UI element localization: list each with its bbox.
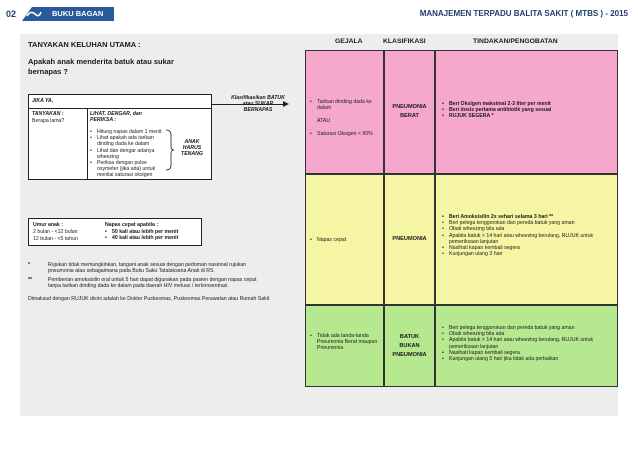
curly-brace-icon xyxy=(165,129,175,171)
document-title: MANAJEMEN TERPADU BALITA SAKIT ( MTBS ) - 2015 xyxy=(419,9,628,18)
main-question: Apakah anak menderita batuk atau sukar bernapas ? xyxy=(28,57,174,76)
list-item: • Obati wheezing bila ada xyxy=(442,331,614,337)
list-item: • 40 kali atau lebih per menit xyxy=(105,235,201,241)
column-header-tindakan: TINDAKAN/PENGOBATAN xyxy=(473,38,558,45)
napas-list xyxy=(105,229,201,241)
list-item: • Periksa dengan pulse oxymeter (jika ada) untuk menilai saturasi oksigen xyxy=(90,160,166,179)
footnote-mark: * xyxy=(28,262,31,268)
wave-logo-icon xyxy=(26,10,42,18)
klasifikasi-label: BATUK BUKAN PNEUMONIA xyxy=(392,333,427,358)
main-question-heading: TANYAKAN KELUHAN UTAMA : xyxy=(28,40,141,49)
jika-ya-label: JIKA YA, xyxy=(32,98,54,104)
gejala-cell xyxy=(305,50,384,174)
page-number: 02 xyxy=(6,9,17,19)
list-item: • Obati wheezing bila ada xyxy=(442,226,614,232)
tanyakan-label: TANYAKAN : xyxy=(32,111,64,117)
respiratory-rate-box xyxy=(28,218,202,246)
lihat-label: LIHAT, DENGAR, dan PERIKSA : xyxy=(90,111,142,124)
column-header-klasifikasi: KLASIFIKASI xyxy=(383,38,426,45)
section-tab-label: BUKU BAGAN xyxy=(52,9,104,18)
footnote-text: Pemberian amoksisilin oral untuk 5 hari dapat digunakan pada pasien dengan napas cepat tanpa tarikan dinding dada ke dalam pada daerah HIV meluas / terkonsentrasi. xyxy=(48,277,257,290)
napas-label: Napas cepat apabila : xyxy=(105,222,159,228)
list-item: • Kunjungan ulang 5 hari jika tidak ada perbaikan xyxy=(442,356,614,362)
list-item: • Hitung napas dalam 1 menit xyxy=(90,129,166,135)
list-item: • Beri pelega tenggorokan dan pereda batuk yang aman xyxy=(442,325,614,331)
list-item: • Saturasi Oksigen < 90% xyxy=(310,131,384,137)
gejala-or: ATAU xyxy=(317,118,331,124)
tindakan-cell xyxy=(435,305,618,387)
gejala-cell xyxy=(305,174,384,305)
anak-harus-tenang: ANAK HARUS TENANG xyxy=(181,139,203,158)
rujuk-note: Dimaksud dengan RUJUK disini adalah ke Dokter Puskesmas, Puskesmas Perawatan atau Rumah Sakit xyxy=(28,296,270,302)
gejala-cell xyxy=(305,305,384,387)
list-item: • Nasihati kapan kembali segera xyxy=(442,350,614,356)
list-item: • Lihat dan dengar adanya wheezing xyxy=(90,148,166,160)
klasifikasi-cell xyxy=(384,50,435,174)
footnote-text: Rujukan tidak memungkinkan, tangani anak sesuai dengan pedoman nasional rujukan pneumonia atau sebagaimana pada Buku Saku Tatalaksana Anak di RS xyxy=(48,262,247,275)
list-item: • Beri Oksigen maksimal 2-3 liter per menit xyxy=(442,101,614,107)
list-item: • Tidak ada tanda-tanda Pneumonia Berat maupun Pneumonia xyxy=(310,333,383,352)
tanyakan-text: Berapa lama? xyxy=(32,118,65,124)
list-item: • RUJUK SEGERA * xyxy=(442,113,614,119)
list-item: • Beri Amoksisilin 2x sehari selama 3 hari ** xyxy=(442,214,614,220)
list-item: • Kunjungan ulang 3 hari xyxy=(442,251,614,257)
umur-label: Umur anak : xyxy=(33,222,63,228)
list-item: • Lihat apakah ada tarikan dinding dada ke dalam xyxy=(90,135,166,147)
page-header xyxy=(0,0,638,34)
list-item: • Beri dosis pertama antibiotik yang sesuai xyxy=(442,107,614,113)
klasifikasi-label: PNEUMONIA xyxy=(392,236,427,242)
list-item: • 50 kali atau lebih per menit xyxy=(105,229,201,235)
assessment-box xyxy=(28,94,212,180)
klasifikasi-cell xyxy=(384,305,435,387)
klasifikasi-cell xyxy=(384,174,435,305)
list-item: • Apabila batuk > 14 hari atau wheezing berulang, RUJUK untuk pemeriksaan lanjutan xyxy=(442,337,614,349)
umur-item: 12 bulan - <5 tahun xyxy=(33,236,78,242)
klasifikasi-label: PNEUMONIA BERAT xyxy=(392,104,427,119)
column-header-gejala: GEJALA xyxy=(335,38,363,45)
list-item: • Beri pelega tenggorokan dan pereda batuk yang aman xyxy=(442,220,614,226)
klasifikasikan-label: Klasifikasikan BATUK atau SUKAR BERNAPAS xyxy=(231,95,285,114)
list-item: • Apabila batuk > 14 hari atau wheezing berulang, RUJUK untuk pemeriksaan lanjutan xyxy=(442,233,614,245)
lihat-list xyxy=(90,129,166,179)
list-item: • Nasihati kapan kembali segera xyxy=(442,245,614,251)
list-item: • Tarikan dinding dada ke dalam xyxy=(310,99,382,111)
tindakan-cell xyxy=(435,50,618,174)
footnote-mark: ** xyxy=(28,277,33,283)
tindakan-cell xyxy=(435,174,618,305)
umur-item: 2 bulan - <12 bulan xyxy=(33,229,78,235)
list-item: • Napas cepat xyxy=(310,237,382,243)
